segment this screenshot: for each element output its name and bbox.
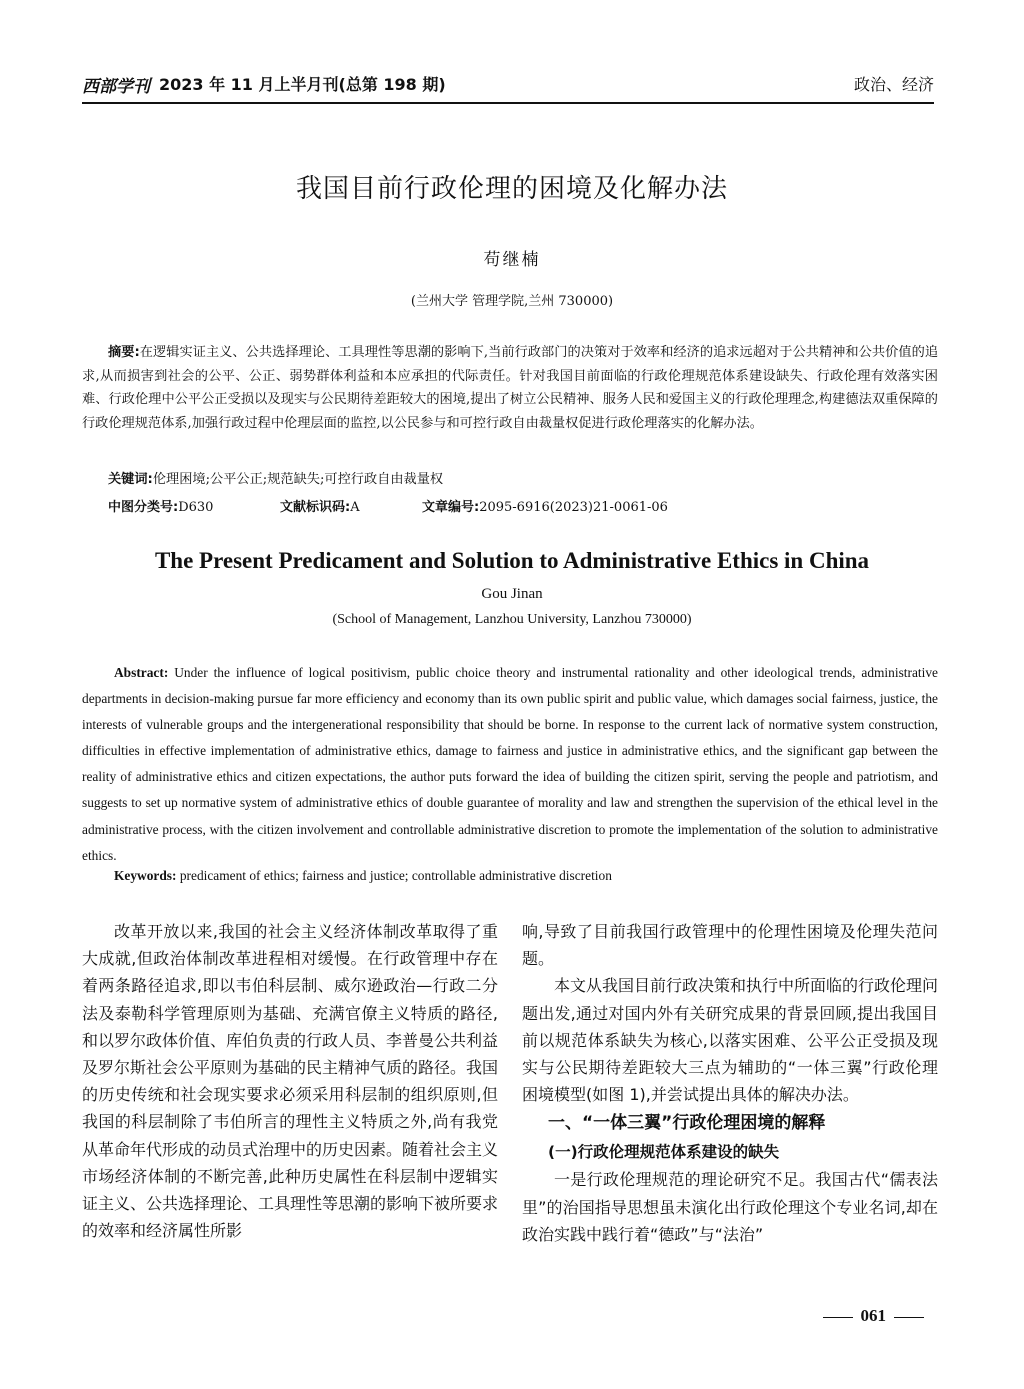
section-tag: 政治、经济: [853, 75, 934, 94]
clc-value: D630: [178, 500, 214, 515]
body-paragraph: 改革开放以来,我国的社会主义经济体制改革取得了重大成就,但政治体制改革进程相对缓慢。在行政管理中存在着两条路径追求,即以韦伯科层制、威尔逊政治—行政二分法及泰勒科学管理原则为基础、充满官僚主义特质的路径,和以罗尔政体价值、库伯负责的行政人员、李普曼公共利益及罗尔斯社会公平原则为基础的民主精神气质的路径。我国的历史传统和社会现实要求必须采用科层制的组织原则,但我国的科层制除了韦伯所言的理性主义特质之外,尚有我党从革命年代形成的动员式治理中的历史因素。随着社会主义市场经济体制的不断完善,此种历史属性在科层制中逻辑实证主义、公共选择理论、工具理性等思潮的影响下被所要求的效率和经济属性所影: [82, 922, 499, 1241]
doc-code-field: [280, 496, 360, 515]
page-number-dash-right: [894, 1317, 924, 1318]
author-chinese: 苟继楠: [483, 250, 541, 270]
issue-info: 2023 年 11 月上半月刊(总第 198 期): [159, 75, 446, 94]
abstract-english: [82, 660, 938, 869]
clc-field: [108, 496, 213, 515]
body-paragraph: 响,导致了目前我国行政管理中的伦理性困境及伦理失范问题。: [522, 922, 938, 969]
article-no-label: 文章编号:: [422, 500, 480, 515]
running-header: [82, 68, 934, 104]
body-paragraph: 一是行政伦理规范的理论研究不足。我国古代“儒表法里”的治国指导思想虽未演化出行政伦理这个专业名词,却在政治实践中践行着“德政”与“法治”: [522, 1170, 938, 1244]
page-number-value: 061: [860, 1306, 886, 1325]
article-no-value: 2095-6916(2023)21-0061-06: [479, 500, 668, 515]
abstract-text: 在逻辑实证主义、公共选择理论、工具理性等思潮的影响下,当前行政部门的决策对于效率和经济的追求远超对于公共精神和公共价值的追求,从而损害到社会的公平、公正、弱势群体利益和本应承担的代际责任。针对我国目前面临的行政伦理规范体系建设缺失、行政伦理有效落实困难、行政伦理中公平公正受损以及现实与公民期待差距较大的困境,提出了树立公民精神、服务人民和爱国主义的行政伦理理念,构建德法双重保障的行政伦理规范体系,加强行政过程中伦理层面的监控,以公民参与和可控行政自由裁量权促进行政伦理落实的化解办法。: [82, 345, 939, 431]
affiliation-chinese: (兰州大学 管理学院,兰州 730000): [410, 294, 614, 309]
author-english: Gou Jinan: [481, 586, 543, 602]
subsection-heading: (一)行政伦理规范体系建设的缺失: [548, 1143, 780, 1162]
keywords-text: 伦理困境;公平公正;规范缺失;可控行政自由裁量权: [152, 472, 444, 487]
abstract-label-en: Abstract:: [114, 665, 169, 680]
clc-label: 中图分类号:: [108, 500, 179, 515]
body-column-left: [82, 918, 498, 1244]
doc-code-value: A: [350, 500, 360, 515]
body-column-right: [522, 918, 938, 1248]
journal-logo: 西部学刊: [82, 77, 150, 97]
body-paragraph: 本文从我国目前行政决策和执行中所面临的行政伦理问题出发,通过对国内外有关研究成果的背景回顾,提出我国目前以规范体系缺失为核心,以落实困难、公平公正受损及现实与公民期待差距较大三点为辅助的“一体三翼”行政伦理困境模型(如图 1),并尝试提出具体的解决办法。: [522, 976, 939, 1105]
abstract-label: 摘要:: [108, 345, 140, 360]
keywords-label-en: Keywords:: [114, 868, 177, 883]
affiliation-english: (School of Management, Lanzhou University, Lanzhou 730000): [332, 612, 692, 627]
keywords-label: 关键词:: [108, 472, 153, 487]
section-heading: 一、“一体三翼”行政伦理困境的解释: [548, 1113, 826, 1134]
page-number: [815, 1306, 933, 1326]
keywords-chinese: [108, 468, 938, 487]
keywords-text-en: predicament of ethics; fairness and justice; controllable administrative discretion: [179, 868, 612, 883]
article-no-field: [422, 496, 668, 515]
title-chinese: 我国目前行政伦理的困境及化解办法: [295, 174, 728, 204]
abstract-chinese: [82, 341, 938, 435]
abstract-text-en: Under the influence of logical positivism, public choice theory and instrumental rationality and other ideological trends, administrative departments in decision-making pursue far more efficiency and economy than its own public spirit and public value, which damages social fairness, justice, the interests of vulnerable groups and the intergenerational responsibility that should be borne. In response to the current lack of normative system construction, difficulties in effective implementation of administrative ethics, damage to fairness and justice in administrative ethics, and the significant gap between the reality of administrative ethics and citizen expectations, the author puts forward the idea of building the citizen spirit, serving the people and patriotism, and suggests to set up normative system of administrative ethics of double guarantee of morality and law and strengthen the supervision of the ethical level in the administrative process, with the citizen involvement and controllable administrative discretion to promote the implementation of the solution to administrative ethics.: [82, 665, 938, 863]
title-english: The Present Predicament and Solution to Administrative Ethics in China: [154, 548, 870, 573]
keywords-english: [114, 868, 934, 884]
doc-code-label: 文献标识码:: [280, 500, 351, 515]
page-number-dash-left: [823, 1317, 853, 1318]
